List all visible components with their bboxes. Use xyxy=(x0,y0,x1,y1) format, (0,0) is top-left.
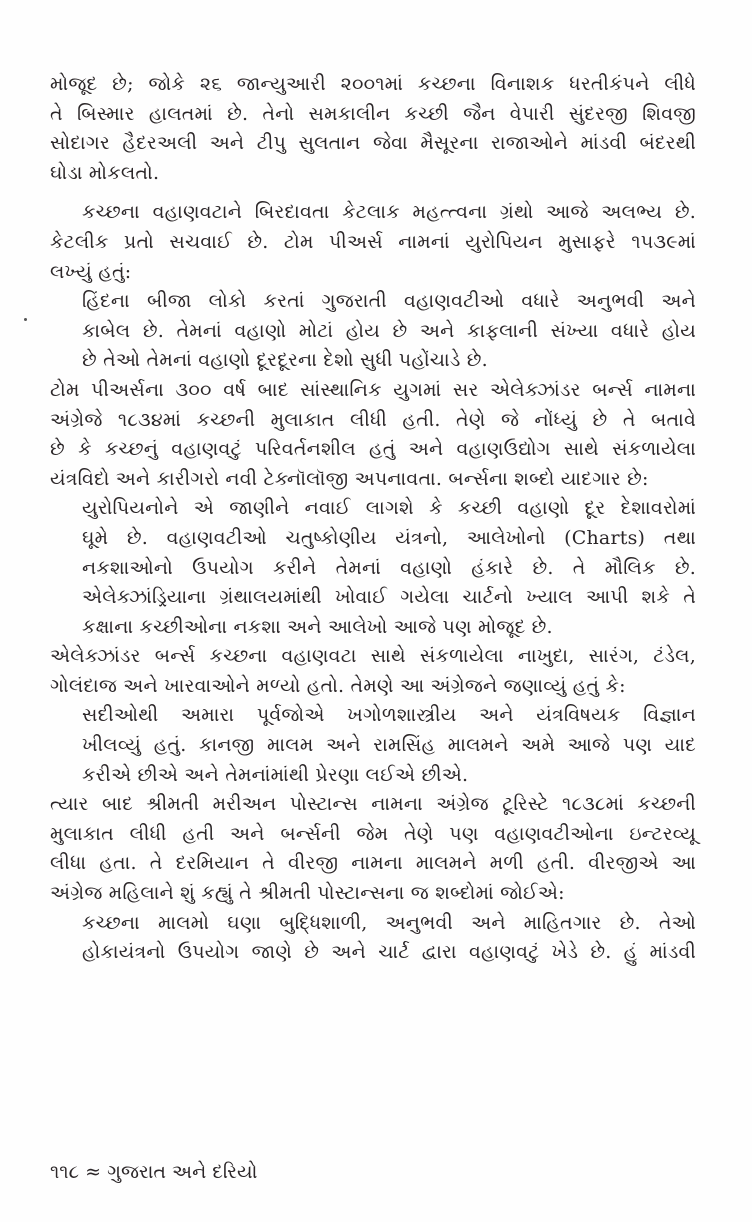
text-line: ઘૂમે છે. વહાણવટીઓ ચતુષ્કોણીય યંત્રનો, આલેખોનો (Charts) તથા xyxy=(82,526,696,549)
text-line: મુલાકાત લીધી હતી અને બર્ન્સની જેમ તેણે પણ વહાણવટીઓના ઇન્ટરવ્યૂ xyxy=(50,822,696,845)
paragraph xyxy=(50,287,696,376)
text-line: અંગ્રેજ મહિલાને શું કહ્યું તે શ્રીમતી પોસ્ટાન્સના જ શબ્દોમાં જોઈએ: xyxy=(50,882,565,905)
paragraph xyxy=(50,494,696,642)
paragraph xyxy=(50,642,696,701)
text-line: કરીએ છીએ અને તેમનાંમાંથી પ્રેરણા લઈએ છીએ. xyxy=(82,763,469,786)
text-line: સદીઓથી અમારા પૂર્વજોએ ખગોળશાસ્ત્રીય અને યંત્રવિષયક વિજ્ઞાન xyxy=(82,704,696,727)
text-line: મોજૂદ છે; જોકે ૨૬ જાન્યુઆરી ૨૦૦૧માં કચ્છના વિનાશક ધરતીકંપને લીધે xyxy=(50,73,696,95)
text-line: કચ્છના વહાણવટાને બિરદાવતા કેટલાક મહત્ત્વના ગ્રંથો આજે અલભ્ય છે. xyxy=(82,201,696,224)
text-line: હિંદના બીજા લોકો કરતાં ગુજરાતી વહાણવટીઓ વધારે અનુભવી અને xyxy=(82,290,696,313)
text-line: કાબેલ છે. તેમનાં વહાણો મોટાં હોય છે અને કાફલાની સંખ્યા વધારે હોય xyxy=(82,319,696,342)
text-line: અંગ્રેજે ૧૮૩૪માં કચ્છની મુલાકાત લીધી હતી. તેણે જે નોંધ્યું છે તે બતાવે xyxy=(50,408,696,431)
text-line: ઘોડા મોકલતો. xyxy=(50,161,160,184)
text-line: ગોલંદાજ અને ખારવાઓને મળ્યો હતો. તેમણે આ અંગ્રેજને જણાવ્યું હતું કે: xyxy=(50,674,626,697)
text-line: ટોમ પીઅર્સના ૩૦૦ વર્ષ બાદ સાંસ્થાનિક યુગમાં સર એલેક્ઝાંડર બર્ન્સ નામના xyxy=(50,378,696,401)
text-line: હોકાયંત્રનો ઉપયોગ જાણે છે અને ચાર્ટ દ્વારા વહાણવટું ખેડે છે. હું માંડવી xyxy=(82,941,696,964)
page-footer: ૧૧૮ ≈ ગુજરાત અને દરિયો xyxy=(50,1161,258,1183)
text-line: કચ્છના માલમો ઘણા બુદ્ધિશાળી, અનુભવી અને માહિતગાર છે. તેઓ xyxy=(82,911,696,934)
paragraph xyxy=(50,790,696,908)
text-line: કક્ષાના કચ્છીઓના નકશા અને આલેખો આજે પણ મોજૂદ છે. xyxy=(82,615,553,638)
paragraph xyxy=(50,70,696,188)
text-line: ખીલવ્યું હતું. કાનજી માલમ અને રામસિંહ માલમને અમે આજે પણ યાદ xyxy=(82,734,696,757)
text-line: ત્યાર બાદ શ્રીમતી મરીઅન પોસ્ટાન્સ નામના અંગ્રેજ ટૂરિસ્ટે ૧૮૩૮માં કચ્છની xyxy=(50,793,696,816)
text-line: છે કે કચ્છનું વહાણવટું પરિવર્તનશીલ હતું અને વહાણઉદ્યોગ સાથે સંકળાયેલા xyxy=(50,438,696,461)
text-line: યંત્રવિદો અને કારીગરો નવી ટેક્નૉલૉજી અપનાવતા. બર્ન્સના શબ્દો યાદગાર છે: xyxy=(50,467,649,490)
margin-dot xyxy=(24,318,27,321)
paragraph xyxy=(50,376,696,494)
text-line: કેટલીક પ્રતો સચવાઈ છે. ટોમ પીઅર્સ નામનાં યુરોપિયન મુસાફરે ૧૫૩૯માં xyxy=(50,230,696,253)
paragraph-gap xyxy=(50,188,696,198)
text-line: લખ્યું હતું: xyxy=(50,260,132,283)
text-line: સોદાગર હૈદરઅલી અને ટીપુ સુલતાન જેવા મૈસૂરના રાજાઓને માંડવી બંદરથી xyxy=(50,132,696,155)
text-line: છે તેઓ તેમનાં વહાણો દૂરદૂરના દેશો સુધી પહોંચાડે છે. xyxy=(82,349,488,372)
text-line: લીધા હતા. તે દરમિયાન તે વીરજી નામના માલમને મળી હતી. વીરજીએ આ xyxy=(50,852,696,875)
text-line: તે બિસ્માર હાલતમાં છે. તેનો સમકાલીન કચ્છી જૈન વેપારી સુંદરજી શિવજી xyxy=(50,102,696,125)
paragraph xyxy=(50,701,696,790)
paragraph xyxy=(50,198,696,287)
text-line: એલેક્ઝાંડ્રિયાના ગ્રંથાલયમાંથી ખોવાઈ ગયેલા ચાર્ટનો ખ્યાલ આપી શકે તે xyxy=(82,586,696,609)
body-text xyxy=(50,70,696,968)
paragraph xyxy=(50,909,696,968)
text-line: યુરોપિયનોને એ જાણીને નવાઈ લાગશે કે કચ્છી વહાણો દૂર દેશાવરોમાં xyxy=(82,497,696,520)
text-line: નકશાઓનો ઉપયોગ કરીને તેમનાં વહાણો હંકારે છે. તે મૌલિક છે. xyxy=(82,556,696,579)
text-line: એલેક્ઝાંડર બર્ન્સ કચ્છના વહાણવટા સાથે સંકળાયેલા નાખુદા, સારંગ, ટંડેલ, xyxy=(50,645,696,668)
